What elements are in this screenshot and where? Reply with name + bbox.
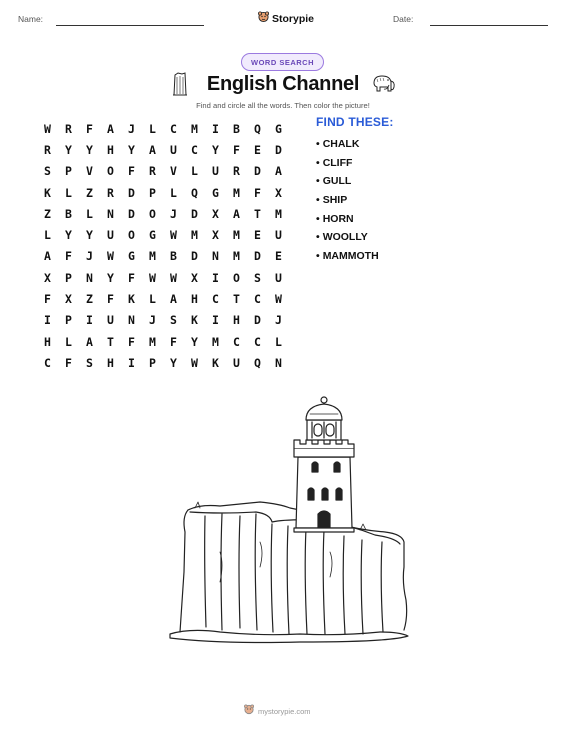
grid-cell[interactable]: P (149, 355, 156, 370)
footer (244, 702, 311, 720)
grid-cell[interactable]: Z (44, 206, 51, 221)
grid-cell[interactable]: A (44, 249, 51, 264)
grid-cell[interactable]: B (65, 206, 72, 221)
grid-cell[interactable]: D (191, 249, 198, 264)
grid-cell[interactable]: C (233, 334, 240, 349)
date-label: Date: (393, 14, 414, 24)
grid-cell[interactable]: W (275, 292, 282, 307)
grid-cell[interactable]: F (233, 142, 240, 157)
grid-cell[interactable]: U (212, 164, 219, 179)
grid-cell[interactable]: M (233, 249, 240, 264)
word-item (316, 174, 379, 193)
grid-cell[interactable]: J (149, 313, 156, 328)
grid-cell[interactable]: M (149, 249, 156, 264)
grid-cell[interactable]: N (107, 206, 114, 221)
brand-logo (258, 10, 314, 28)
grid-cell[interactable]: Y (65, 142, 72, 157)
grid-cell[interactable]: L (44, 228, 51, 243)
grid-cell[interactable]: T (107, 334, 114, 349)
grid-cell[interactable]: C (212, 292, 219, 307)
grid-cell[interactable]: M (212, 334, 219, 349)
letter-grid[interactable] (37, 118, 289, 374)
grid-cell[interactable]: S (44, 164, 51, 179)
word-item (316, 249, 379, 268)
grid-cell[interactable]: K (191, 313, 198, 328)
grid-cell[interactable]: Z (86, 292, 93, 307)
grid-cell[interactable]: M (233, 228, 240, 243)
grid-cell[interactable]: Y (191, 334, 198, 349)
grid-cell[interactable]: M (191, 121, 198, 136)
grid-cell[interactable]: G (128, 249, 135, 264)
grid-cell[interactable]: I (86, 313, 93, 328)
grid-cell[interactable]: L (275, 334, 282, 349)
grid-cell[interactable]: C (191, 142, 198, 157)
grid-cell[interactable]: Y (86, 228, 93, 243)
grid-cell[interactable]: Y (128, 142, 135, 157)
grid-cell[interactable]: D (254, 164, 261, 179)
grid-cell[interactable]: K (44, 185, 51, 200)
grid-cell[interactable]: P (65, 313, 72, 328)
word-search-badge: WORD SEARCH (241, 53, 324, 71)
grid-cell[interactable]: F (128, 164, 135, 179)
grid-cell[interactable]: A (233, 206, 240, 221)
grid-cell[interactable]: N (275, 355, 282, 370)
grid-cell[interactable]: J (170, 206, 177, 221)
word-label: SHIP (322, 194, 348, 207)
grid-cell[interactable]: H (233, 313, 240, 328)
bullet: • (316, 194, 320, 207)
word-label: MAMMOTH (322, 250, 379, 263)
grid-cell[interactable]: X (212, 228, 219, 243)
grid-cell[interactable]: F (44, 292, 51, 307)
grid-cell[interactable]: X (191, 270, 198, 285)
cliff-icon (172, 72, 188, 101)
grid-cell[interactable]: X (65, 292, 72, 307)
grid-cell[interactable]: R (149, 164, 156, 179)
grid-cell[interactable]: S (254, 270, 261, 285)
grid-cell[interactable]: A (170, 292, 177, 307)
grid-cell[interactable]: I (212, 313, 219, 328)
grid-cell[interactable]: X (44, 270, 51, 285)
grid-cell[interactable]: L (149, 292, 156, 307)
word-item (316, 212, 379, 231)
grid-cell[interactable]: D (254, 249, 261, 264)
word-item (316, 193, 379, 212)
word-item (316, 230, 379, 249)
grid-cell[interactable]: G (149, 228, 156, 243)
grid-cell[interactable]: W (107, 249, 114, 264)
grid-cell[interactable]: H (191, 292, 198, 307)
word-label: GULL (322, 175, 352, 188)
grid-cell[interactable]: P (149, 185, 156, 200)
grid-cell[interactable]: T (254, 206, 261, 221)
name-label: Name: (18, 14, 44, 24)
grid-cell[interactable]: M (233, 185, 240, 200)
storypie-mascot-icon (244, 702, 254, 720)
grid-cell[interactable]: C (170, 121, 177, 136)
word-item (316, 137, 379, 156)
grid-cell[interactable]: W (191, 355, 198, 370)
grid-cell[interactable]: D (275, 142, 282, 157)
grid-cell[interactable]: Q (191, 185, 198, 200)
grid-cell[interactable]: E (275, 249, 282, 264)
bullet: • (316, 156, 320, 169)
grid-cell[interactable]: O (107, 164, 114, 179)
grid-cell[interactable]: E (254, 142, 261, 157)
grid-cell[interactable]: M (275, 206, 282, 221)
grid-cell[interactable]: Z (86, 185, 93, 200)
grid-cell[interactable]: M (149, 334, 156, 349)
grid-cell[interactable]: P (65, 270, 72, 285)
grid-cell[interactable]: U (233, 355, 240, 370)
grid-cell[interactable]: R (107, 185, 114, 200)
footer-url[interactable]: mystorypie.com (258, 706, 311, 716)
grid-cell[interactable]: Y (86, 142, 93, 157)
grid-cell[interactable]: H (107, 355, 114, 370)
grid-cell[interactable]: L (149, 121, 156, 136)
grid-cell[interactable]: O (128, 228, 135, 243)
grid-cell[interactable]: F (254, 185, 261, 200)
grid-cell[interactable]: K (212, 355, 219, 370)
grid-cell[interactable]: R (44, 142, 51, 157)
word-label: CLIFF (322, 156, 353, 169)
bullet: • (316, 138, 320, 150)
grid-cell[interactable]: T (233, 292, 240, 307)
grid-cell[interactable]: X (212, 206, 219, 221)
grid-cell[interactable]: U (170, 142, 177, 157)
grid-cell[interactable]: D (128, 206, 135, 221)
grid-cell[interactable]: R (233, 164, 240, 179)
grid-cell[interactable]: A (107, 121, 114, 136)
grid-cell[interactable]: E (254, 228, 261, 243)
grid-cell[interactable]: H (107, 142, 114, 157)
grid-cell[interactable]: Q (254, 121, 261, 136)
grid-cell[interactable]: J (275, 313, 282, 328)
grid-cell[interactable]: A (275, 164, 282, 179)
grid-cell[interactable]: I (128, 355, 135, 370)
grid-cell[interactable]: C (254, 292, 261, 307)
grid-cell[interactable]: C (254, 334, 261, 349)
grid-cell[interactable]: D (128, 185, 135, 200)
grid-cell[interactable]: J (128, 121, 135, 136)
bullet: • (316, 231, 320, 244)
grid-cell[interactable]: I (212, 121, 219, 136)
grid-cell[interactable]: O (233, 270, 240, 285)
word-label: WOOLLY (322, 231, 368, 244)
grid-cell[interactable]: Y (170, 355, 177, 370)
bullet: • (316, 175, 320, 188)
grid-cell[interactable]: K (128, 292, 135, 307)
grid-cell[interactable]: F (86, 121, 93, 136)
grid-cell[interactable]: F (128, 270, 135, 285)
grid-cell[interactable]: P (65, 164, 72, 179)
grid-cell[interactable]: L (86, 206, 93, 221)
grid-cell[interactable]: A (149, 142, 156, 157)
grid-cell[interactable]: A (86, 334, 93, 349)
grid-cell[interactable]: U (275, 270, 282, 285)
grid-cell[interactable]: H (44, 334, 51, 349)
grid-cell[interactable]: W (170, 270, 177, 285)
grid-cell[interactable]: L (65, 334, 72, 349)
grid-cell[interactable]: F (65, 355, 72, 370)
grid-cell[interactable]: U (107, 313, 114, 328)
word-item (316, 156, 379, 175)
grid-cell[interactable]: V (86, 164, 93, 179)
grid-cell[interactable]: N (212, 249, 219, 264)
brand-name: Storypie (272, 13, 315, 25)
bullet: • (316, 250, 320, 263)
grid-cell[interactable]: M (191, 228, 198, 243)
word-label: CHALK (322, 138, 360, 150)
grid-cell[interactable]: I (212, 270, 219, 285)
grid-cell[interactable]: F (107, 292, 114, 307)
page-title: English Channel (206, 73, 360, 95)
grid-cell[interactable]: X (275, 185, 282, 200)
grid-cell[interactable]: N (86, 270, 93, 285)
grid-cell[interactable]: R (65, 121, 72, 136)
grid-cell[interactable]: N (128, 313, 135, 328)
mammoth-icon (370, 73, 396, 100)
grid-cell[interactable]: S (170, 313, 177, 328)
grid-cell[interactable]: D (254, 313, 261, 328)
grid-cell[interactable]: G (275, 121, 282, 136)
grid-cell[interactable]: L (191, 164, 198, 179)
grid-cell[interactable]: W (44, 121, 51, 136)
word-label: HORN (322, 212, 354, 225)
grid-cell[interactable]: S (86, 355, 93, 370)
grid-cell[interactable]: U (107, 228, 114, 243)
grid-cell[interactable]: Y (65, 228, 72, 243)
grid-cell[interactable]: I (44, 313, 51, 328)
grid-cell[interactable]: F (170, 334, 177, 349)
storypie-mascot-icon (258, 10, 269, 28)
find-these-heading: FIND THESE: (316, 115, 394, 129)
grid-cell[interactable]: J (86, 249, 93, 264)
grid-cell[interactable]: L (65, 185, 72, 200)
grid-cell[interactable]: B (170, 249, 177, 264)
grid-cell[interactable]: Q (254, 355, 261, 370)
grid-cell[interactable]: D (191, 206, 198, 221)
grid-cell[interactable]: O (149, 206, 156, 221)
grid-cell[interactable]: V (170, 164, 177, 179)
bullet: • (316, 212, 320, 225)
grid-cell[interactable]: L (170, 185, 177, 200)
grid-cell[interactable]: Y (107, 270, 114, 285)
grid-cell[interactable]: C (44, 355, 51, 370)
grid-cell[interactable]: F (128, 334, 135, 349)
lighthouse-on-cliff-illustration[interactable] (160, 392, 410, 652)
grid-cell[interactable]: B (233, 121, 240, 136)
grid-cell[interactable]: W (149, 270, 156, 285)
grid-cell[interactable]: F (65, 249, 72, 264)
instructions: Find and circle all the words. Then color the picture! (196, 101, 370, 110)
grid-cell[interactable]: W (170, 228, 177, 243)
date-line[interactable] (430, 25, 548, 26)
grid-cell[interactable]: U (275, 228, 282, 243)
name-line[interactable] (56, 25, 204, 26)
word-list (316, 137, 379, 268)
grid-cell[interactable]: G (212, 185, 219, 200)
grid-cell[interactable]: Y (212, 142, 219, 157)
